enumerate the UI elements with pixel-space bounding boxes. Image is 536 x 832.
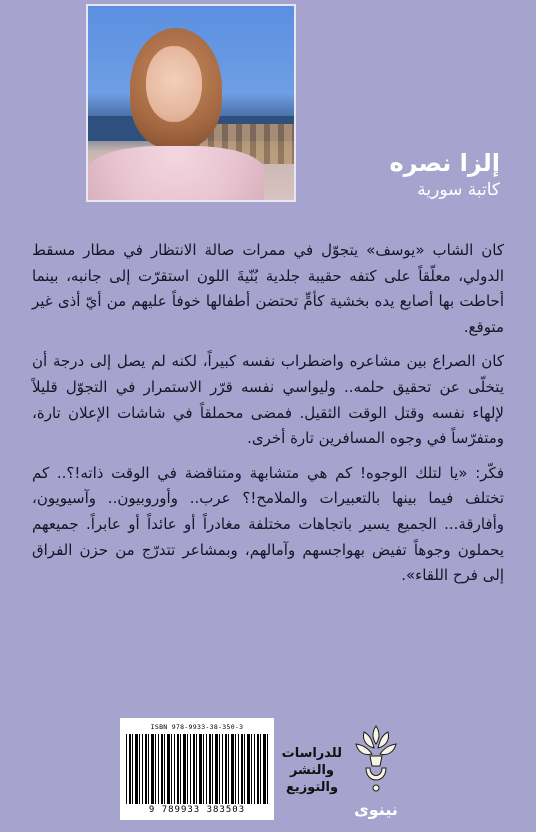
- paragraph-1: كان الشاب «يوسف» يتجوّل في ممرات صالة الانتظار في مطار مسقط الدولي، معلّقاً على كتفه حقيبة جلدية بُنّيةَ اللون استقرّت إلى جانبه، بينما أحاطت بها أصابع يده بخشية كأمٍّ تحتضن أطفالها خوفاً عليهم من أيّ أذى غير متوقع.: [32, 241, 504, 336]
- barcode-number: 9 789933 383503: [148, 805, 246, 815]
- publisher-line-1: للدراسات: [281, 746, 342, 761]
- publisher-line-3: والتوزيع: [285, 780, 339, 795]
- isbn-label: ISBN 978-9933-38-350-3: [150, 723, 244, 731]
- author-name: إلزا نصره: [389, 149, 500, 177]
- publisher-line-2: والنشر: [289, 763, 335, 778]
- publisher-logo-icon: [352, 722, 400, 808]
- paragraph-3: فكّر: «يا لتلك الوجوه! كم هي متشابهة ومتناقضة في الوقت ذاته!؟.. كم تختلف فيما بينها بالتعبيرات والملامح!؟ عرب.. وأوروبيون.. وآسيويون، وأفارقة... الجميع يسير باتجاهات مختلفة مغادراً أو عائداً أو عابراً. جميعهم يحملون وجوهاً تفيض بهواجسهم وآمالهم، وبمشاعر تتدرّج من حزن الفراق إلى فرح اللقاء».: [32, 463, 504, 585]
- author-photo: [86, 4, 296, 202]
- author-role: كاتبة سورية: [417, 180, 500, 200]
- blurb-text: [32, 238, 504, 598]
- barcode: [120, 718, 274, 820]
- publisher-tagline: [282, 745, 342, 796]
- author-block: [320, 148, 500, 202]
- barcode-bars: [126, 734, 268, 804]
- publisher-name: نينوى: [354, 800, 398, 819]
- photo-blouse: [88, 146, 264, 202]
- paragraph-2: كان الصراع بين مشاعره واضطراب نفسه كبيراً، لكنه لم يصل إلى درجة أن يتخلّى عن تحقيق حلمه.. وليواسي نفسه قرّر الاستمرار في التجوّل قليلاً لإلهاء نفسه وقتل الوقت الثقيل. فمضى محملقاً في شاشات الإعلان تارة، ومتفرّساً في وجوه المسافرين تارة أخرى.: [32, 352, 504, 448]
- photo-face: [146, 46, 202, 122]
